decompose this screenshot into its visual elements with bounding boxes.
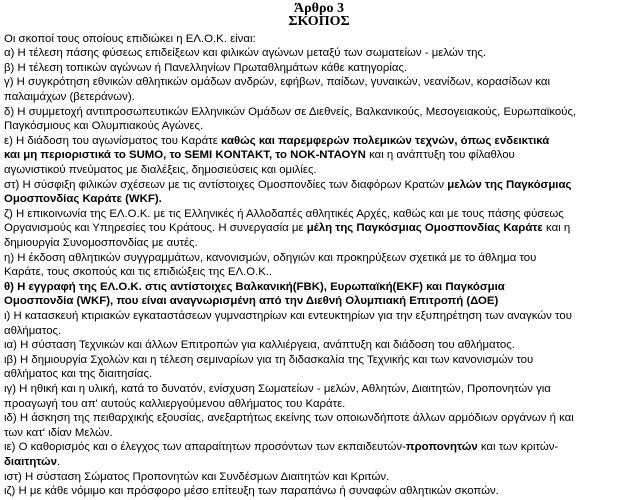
text-run: η) Η έκδοση αθλητικών συγγραμμάτων, κανονισμών, οδηγιών και προκηρύξεων σχετικά με το άθλημα του — [4, 251, 537, 264]
text-line — [4, 32, 256, 46]
text-line — [4, 440, 558, 454]
text-run: ιγ) Η ηθική και η υλική, κατά το δυνατόν, ενίσχυση Σωματείων - μελών, Αθλητών, Διαιτητών, Προπονητών για — [4, 382, 551, 395]
text-run: αγωνιστικού πνεύματος με διαλέξεις, δημοσιεύσεις και ομιλίες. — [4, 163, 317, 176]
article-title: ΣΚΟΠΟΣ — [288, 14, 350, 29]
text-run: αθλήματος. — [4, 324, 62, 337]
text-run: β) Η τέλεση τοπικών αγώνων ή Πανελληνίων Πρωταθλημάτων κάθε κατηγορίας. — [4, 61, 408, 74]
text-line — [4, 119, 203, 133]
bold-text-run: και μη περιοριστικά το SUMO, το SEMI KONTAKT, το NOK-ΝΤΑΟΥΝ — [4, 149, 366, 162]
text-line — [4, 46, 486, 60]
text-line — [4, 382, 551, 396]
bold-text-run: μέλη της Παγκόσμιας Ομοσπονδίας Καράτε — [306, 222, 543, 235]
text-line — [4, 105, 576, 119]
text-run: ιστ) Η σύσταση Σώματος Προπονητών και Συνδέσμων Διαιτητών και Κριτών. — [4, 470, 390, 483]
bold-text-run: μελών της Παγκόσμιας — [447, 178, 572, 191]
text-run: ζ) Η επικοινωνία της ΕΛ.Ο.Κ. με τις Ελληνικές ή Αλλοδαπές αθλητικές Αρχές, καθώς και με τους πάσης φύσεως — [4, 207, 564, 220]
text-run: δ) Η συμμετοχή αντιπροσωπευτικών Ελληνικών Ομάδων σε Διεθνείς, Βαλκανικούς, Μεσογειακούς, Ευρωπαϊκούς, — [4, 105, 577, 118]
text-run: Οργανισμούς και Υπηρεσίες του Κράτους. Η συνεργασία με — [4, 222, 307, 235]
bold-text-run: Ομοσπονδία (WKF), που είναι αναγνωρισμένη από την Διεθνή Ολυμπιακή Επιτροπή (ΔΟΕ) — [4, 295, 499, 308]
text-run: και των κριτών- — [477, 441, 559, 454]
text-line — [4, 397, 345, 411]
text-line — [4, 75, 550, 89]
text-run: α) Η τέλεση πάσης φύσεως επιδείξεων και φιλικών αγώνων μεταξύ των σωματείων - μελών της. — [4, 47, 487, 60]
text-run: Καράτε, τους σκοπούς και τις επιδιώξεις της ΕΛ.Ο.Κ.. — [4, 266, 273, 279]
text-line — [4, 251, 536, 265]
text-run: ε) Η διάδοση του αγωνίσματος του Καράτε — [4, 134, 221, 147]
text-run: . — [57, 455, 61, 468]
text-line — [4, 148, 515, 162]
bold-text-run: προπονητών — [405, 441, 478, 454]
text-line — [4, 367, 152, 381]
text-line — [4, 265, 272, 279]
text-line — [4, 470, 389, 484]
article-number: Άρθρο 3 — [294, 1, 344, 16]
text-line — [4, 236, 198, 250]
text-run: γ) Η συγκρότηση εθνικών αθλητικών ομάδων ανδρών, εφήβων, παίδων, γυναικών, νεανίδων, κορασίδων και — [4, 76, 551, 89]
text-run: στ) Η σύσφιξη φιλικών σχέσεων με τις αντίστοιχες Ομοσπονδίες των διαφόρων Κρατών — [4, 178, 448, 191]
text-line — [4, 61, 407, 75]
text-run: ι) Η κατασκευή κτιριακών εγκαταστάσεων γυμναστηρίων και εντευκτηρίων για την εξυπηρέτηση των αναγκών του — [4, 309, 572, 322]
text-run: ιε) Ο καθορισμός και ο έλεγχος των απαραίτητων προσόντων των εκπαιδευτών- — [4, 441, 406, 454]
bold-text-run: θ) Η εγγραφή της ΕΛ.Ο.Κ. στις αντίστοιχες Βαλκανική(FBK), Ευρωπαϊκή(EKF) και Παγκόσμια — [4, 280, 505, 293]
text-line — [4, 294, 498, 308]
bold-text-run: Ομοσπονδίας Καράτε (WKF). — [4, 193, 162, 206]
text-run: αθλήματος και της διαιτησίας. — [4, 368, 153, 381]
text-line — [4, 280, 505, 294]
text-line — [4, 309, 572, 323]
text-run: ιζ) Η με κάθε νόμιμο και πρόσφορο μέσο επίτευξη των παραπάνω ή συναφών αθλητικών σκοπών. — [4, 485, 499, 498]
text-run: Οι σκοποί τους οποίους επιδιώκει η ΕΛ.Ο.Κ. είναι: — [4, 32, 256, 45]
text-line — [4, 221, 570, 235]
text-line — [4, 178, 571, 192]
text-run: των κατ' ιδίαν Μελών. — [4, 426, 113, 439]
text-line — [4, 192, 162, 206]
text-line — [4, 455, 60, 469]
text-line — [4, 411, 574, 425]
bold-text-run: καθώς και παρεμφερών πολεμικών τεχνών, όπως ενδεικτικά — [220, 134, 550, 147]
text-run: παλαιμάχων (βετεράνων). — [4, 90, 135, 103]
bold-text-run: διαιτητών — [4, 455, 58, 468]
text-line — [4, 338, 515, 352]
text-run: προαγωγή του απ' αυτούς καλλιεργούμενου αθλήματος του Καράτε. — [4, 397, 346, 410]
text-line — [4, 426, 113, 440]
text-line — [4, 163, 317, 177]
text-run: Παγκόσμιους και Ολυμπιακούς Αγώνες. — [4, 120, 204, 133]
text-run: ιβ) Η δημιουργία Σχολών και η τέλεση σεμιναρίων για τη διδασκαλία της Τεχνικής και των κανονισμών του — [4, 353, 534, 366]
text-line — [4, 324, 61, 338]
text-run: ια) Η σύσταση Τεχνικών και άλλων Επιτροπών για καλλιέργεια, ανάπτυξη και διάδοση του αθλήματος. — [4, 339, 515, 352]
text-line — [4, 90, 135, 104]
text-run: και η — [542, 222, 571, 235]
text-line — [4, 353, 533, 367]
text-line — [4, 484, 499, 498]
text-run: ιδ) Η άσκηση της πειθαρχικής εξουσίας, ανεξαρτήτως εκείνης των οποιωνδήποτε άλλων αρμόδιων οργάνων ή και — [4, 412, 574, 425]
text-line — [4, 207, 564, 221]
text-run: και η ανάπτυξη του φίλαθλου — [365, 149, 515, 162]
text-run: δημιουργία Συνομοσπονδίας με αυτές. — [4, 236, 198, 249]
text-line — [4, 134, 549, 148]
